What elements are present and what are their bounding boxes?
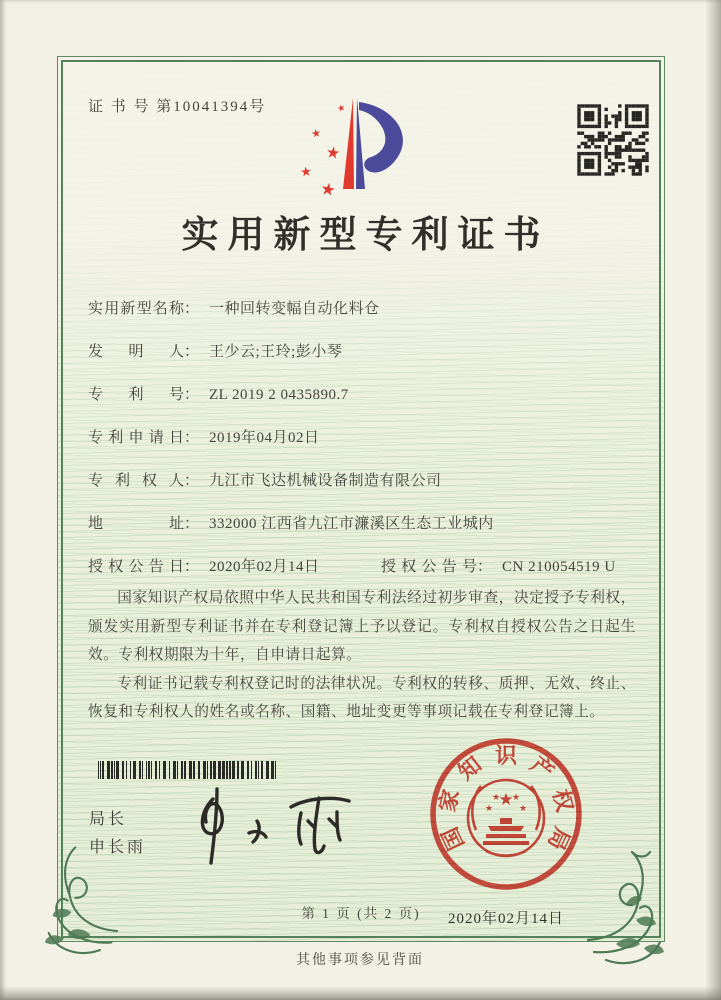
certificate-frame — [57, 56, 665, 942]
svg-text:★: ★ — [310, 127, 323, 141]
field-row-name — [88, 288, 638, 331]
field-label: 专利号 — [88, 387, 184, 403]
field-separator: ： — [184, 387, 200, 403]
field-label: 发明人 — [88, 344, 184, 360]
legal-paragraph-2: 专利证书记载专利权登记时的法律状况。专利权的转移、质押、无效、终止、恢复和专利权人的姓名或名称、国籍、地址变更等事项记载在专利登记簿上。 — [88, 675, 636, 721]
field-separator: ： — [184, 301, 200, 317]
seal-date: 2020年02月14日 — [447, 911, 564, 927]
svg-text:局: 局 — [543, 823, 575, 854]
grant-date — [88, 559, 320, 575]
field-value: 2019年04月02日 — [209, 430, 320, 446]
field-list — [88, 288, 638, 546]
svg-text:家: 家 — [434, 786, 464, 815]
field-value: 王少云;王玲;彭小琴 — [209, 344, 343, 360]
svg-text:权: 权 — [548, 786, 578, 815]
field-value: 九江市飞达机械设备制造有限公司 — [209, 473, 442, 489]
svg-text:★: ★ — [518, 803, 528, 813]
field-label: 授权公告日 — [88, 559, 184, 575]
svg-text:产: 产 — [525, 751, 559, 785]
field-label: 专利权人 — [88, 473, 184, 489]
grant-row — [88, 546, 648, 589]
scan-edge-right — [705, 0, 721, 1000]
svg-text:★: ★ — [318, 178, 338, 195]
field-row-patentee — [88, 460, 638, 503]
signature-icon — [191, 785, 391, 875]
qr-code — [575, 102, 651, 183]
field-separator: ： — [184, 559, 200, 575]
field-value: 332000 江西省九江市濂溪区生态工业城内 — [209, 516, 494, 532]
field-separator: ： — [184, 516, 200, 532]
svg-text:★: ★ — [484, 803, 494, 813]
field-row-filing-date — [88, 417, 638, 460]
official-seal-icon — [426, 734, 586, 899]
svg-text:★: ★ — [324, 144, 342, 163]
field-separator: ： — [477, 559, 493, 575]
signer-name: 申长雨 — [89, 839, 147, 856]
field-row-inventors — [88, 331, 638, 374]
svg-text:★: ★ — [498, 790, 514, 809]
svg-text:★: ★ — [491, 792, 501, 802]
field-label: 授权公告号 — [381, 559, 477, 575]
certificate-number: 证 书 号 第10041394号 — [88, 99, 267, 115]
svg-text:国: 国 — [437, 823, 469, 854]
field-row-address — [88, 503, 638, 546]
field-value: ZL 2019 2 0435890.7 — [209, 387, 349, 403]
back-note: 其他事项参见背面 — [296, 953, 424, 968]
page-indicator: 第 1 页 (共 2 页) — [301, 906, 421, 921]
legal-text — [88, 584, 636, 727]
field-label: 地址 — [88, 516, 184, 532]
field-value: 一种回转变幅自动化料仓 — [209, 301, 380, 317]
field-separator: ： — [184, 344, 200, 360]
barcode — [98, 761, 280, 784]
scan-edge-bottom — [0, 986, 721, 1000]
grant-number — [381, 546, 616, 589]
svg-text:识: 识 — [494, 743, 518, 768]
svg-text:★: ★ — [299, 163, 313, 180]
field-separator: ： — [184, 473, 200, 489]
signer-title: 局长 — [89, 811, 128, 828]
svg-text:★: ★ — [336, 102, 347, 114]
field-value: CN 210054519 U — [502, 559, 616, 575]
cnipa-logo-icon — [286, 95, 436, 200]
svg-text:知: 知 — [453, 751, 487, 785]
field-value: 2020年02月14日 — [209, 559, 320, 575]
legal-paragraph-1: 国家知识产权局依照中华人民共和国专利法经过初步审查，决定授予专利权，颁发实用新型专利证书并在专利登记簿上予以登记。专利权自授权公告之日起生效。专利权期限为十年，自申请日起算。 — [88, 590, 636, 664]
field-row-patent-number — [88, 374, 638, 417]
field-separator: ： — [184, 430, 200, 446]
certificate-title: 实用新型专利证书 — [181, 215, 550, 256]
svg-text:★: ★ — [511, 792, 521, 802]
field-label: 实用新型名称 — [88, 301, 184, 317]
field-label: 专利申请日 — [88, 430, 184, 446]
